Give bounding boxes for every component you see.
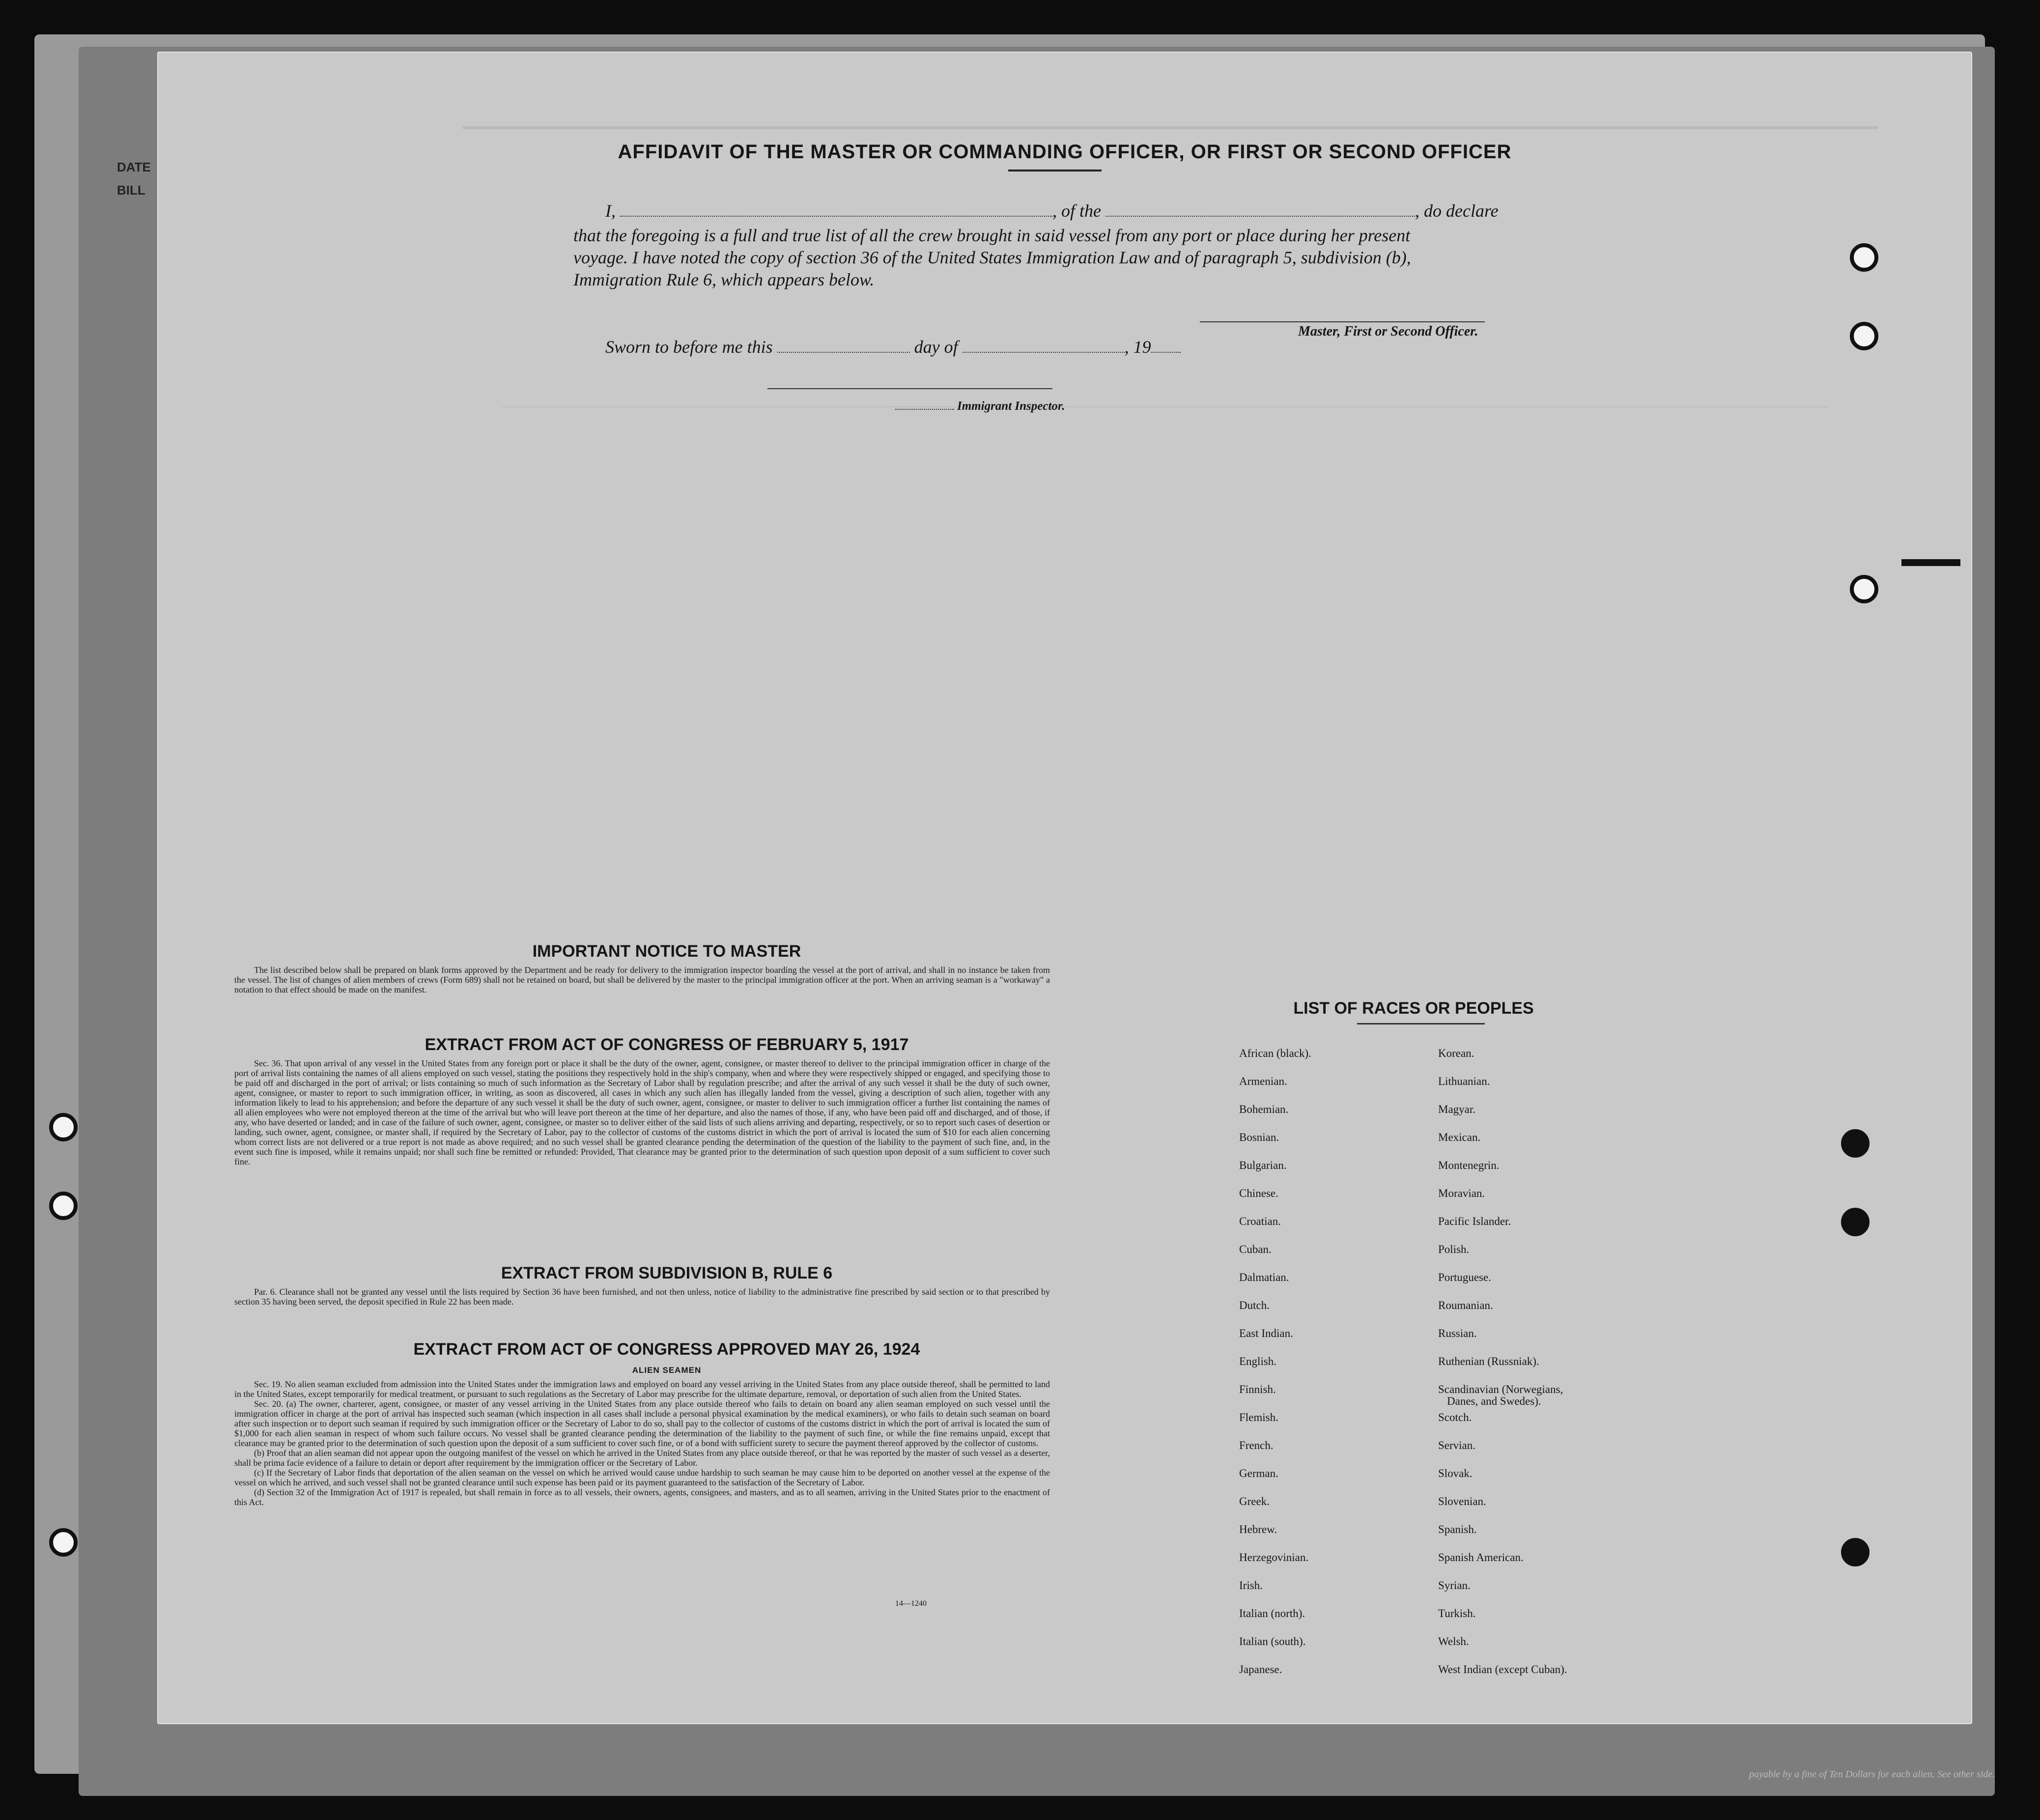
races-title: LIST OF RACES OR PEOPLES	[1293, 999, 1534, 1018]
day-of-text: day of	[914, 337, 958, 357]
left-fragment-bill: BILL	[117, 183, 145, 198]
form-number: 14—1240	[895, 1599, 927, 1608]
sec19-text: Sec. 19. No alien seaman excluded from admission into the United States under the immigration laws and employed on board any vessel arriving in the United States from any place outside thereof, shall be permitted to land in the United States, except temporarily for medical treatment, or pursuant to such regulations as the Secretary of Labor may prescribe for the ultimate departure, removal, or deportation of such alien from the United States.	[234, 1379, 1050, 1399]
races-title-rule	[1357, 1023, 1485, 1024]
race-item: Slovenian.	[1438, 1495, 1486, 1507]
race-item: French.	[1239, 1439, 1274, 1451]
race-item: Welsh.	[1438, 1635, 1469, 1648]
notice-text: The list described below shall be prepared on blank forms approved by the Department and be ready for delivery to the immigration inspector boarding the vessel at the port of arrival, and shall in no instance be taken from the vessel. The list of changes of alien members of crews (Form 689) shall not be retained on board, but shall be delivered by the master to the principal immigration officer at the port. When an arriving seaman is a "workaway" a notation to that effect should be made on the manifest.	[234, 965, 1050, 995]
sworn-text: Sworn to before me this	[605, 337, 773, 357]
master-signature-line[interactable]	[1200, 321, 1485, 322]
race-item: Armenian.	[1239, 1075, 1287, 1087]
race-item: Italian (south).	[1239, 1635, 1306, 1648]
race-item: Russian.	[1438, 1327, 1477, 1339]
title-rule	[1008, 170, 1102, 171]
race-item-scandinavian: Scandinavian (Norwegians, Danes, and Swedes).	[1438, 1383, 1563, 1407]
punch-hole	[1841, 1129, 1870, 1158]
race-item: East Indian.	[1239, 1327, 1293, 1339]
races-column-1	[1239, 1048, 1311, 1692]
margin-mark	[1901, 559, 1960, 566]
bottom-note: payable by a fine of Ten Dollars for each alien. See other side.	[1749, 1769, 1995, 1780]
punch-hole	[1850, 243, 1878, 272]
race-item: Magyar.	[1438, 1103, 1476, 1115]
extract-1924-title: EXTRACT FROM ACT OF CONGRESS APPROVED MAY 26, 1924	[413, 1340, 920, 1359]
race-item: Bosnian.	[1239, 1131, 1279, 1143]
sec20d-text: (d) Section 32 of the Immigration Act of 1917 is repealed, but shall remain in force as to all vessels, their owners, agents, consignees, and masters, and as to all seamen, arriving in the United States prior to the enactment of this Act.	[234, 1487, 1050, 1507]
punch-hole	[1841, 1208, 1870, 1236]
punch-hole	[1850, 322, 1878, 350]
race-item: Spanish.	[1438, 1523, 1477, 1536]
document-page	[157, 52, 1972, 1724]
race-item: Cuban.	[1239, 1243, 1272, 1255]
affidavit-line-3: voyage. I have noted the copy of section 36 of the United States Immigration Law and of paragraph 5, subdivision (b),	[573, 248, 1411, 267]
race-item: Turkish.	[1438, 1607, 1476, 1620]
race-item: Servian.	[1438, 1439, 1476, 1451]
race-item: Roumanian.	[1438, 1299, 1493, 1311]
race-item: Bulgarian.	[1239, 1159, 1287, 1171]
race-item: Mexican.	[1438, 1131, 1481, 1143]
race-item: Spanish American.	[1438, 1551, 1524, 1564]
punch-hole	[1850, 575, 1878, 603]
race-item: Greek.	[1239, 1495, 1270, 1507]
race-item: West Indian (except Cuban).	[1438, 1663, 1567, 1676]
affidavit-declare: , do declare	[1415, 201, 1499, 221]
race-item: Bohemian.	[1239, 1103, 1289, 1115]
race-item: Lithuanian.	[1438, 1075, 1490, 1087]
punch-hole	[49, 1192, 78, 1220]
extract-1924-text	[234, 1379, 1050, 1507]
race-item: Finnish.	[1239, 1383, 1276, 1395]
master-signature-label: Master, First or Second Officer.	[1298, 324, 1478, 339]
sworn-day-blank[interactable]	[777, 338, 910, 353]
year-prefix: , 19	[1124, 337, 1151, 357]
inspector-signature-line[interactable]	[767, 388, 1052, 389]
sworn-month-blank[interactable]	[963, 338, 1125, 353]
punch-hole	[49, 1113, 78, 1141]
race-item: Ruthenian (Russniak).	[1438, 1355, 1539, 1367]
race-item: Scotch.	[1438, 1411, 1472, 1423]
race-item: Syrian.	[1438, 1579, 1471, 1592]
race-item: Flemish.	[1239, 1411, 1278, 1423]
sec20a-text: Sec. 20. (a) The owner, charterer, agent, consignee, or master of any vessel arriving in the United States from any place outside thereof who fails to detain on board any alien seaman employed on such vessel until the immigration officer in charge at the port of arrival has inspected such seaman (which inspection in all cases shall include a personal physical examination by the medical examiners), or who fails to detain such seaman on board after such inspection or to deport such seaman if required by such immigration officer or the Secretary of Labor to do so, shall pay to the collector of customs of the customs district in which the port of arrival is located the sum of $1,000 for each alien seaman in respect of whom such failure occurs. No vessel shall be granted clearance pending the determination of the liability to the payment of such fine, or while the fine remains unpaid, except that clearance may be granted prior to the determination of such question upon the deposit of a sum sufficient to cover such fine, or of a bond with sufficient surety to secure the payment thereof approved by the collector of customs.	[234, 1399, 1050, 1448]
race-item: Pacific Islander.	[1438, 1215, 1511, 1227]
extract-1917-title: EXTRACT FROM ACT OF CONGRESS OF FEBRUARY 5, 1917	[425, 1035, 909, 1054]
affidavit-title: AFFIDAVIT OF THE MASTER OR COMMANDING OFFICER, OR FIRST OR SECOND OFFICER	[618, 141, 1512, 163]
sec20b-text: (b) Proof that an alien seaman did not appear upon the outgoing manifest of the vessel on which he arrived in the United States from any place outside thereof, or that he was reported by the master of such vessel as a deserter, shall be prima facie evidence of a failure to detain or deport after requirement by the immigration officer or the Secretary of Labor.	[234, 1448, 1050, 1468]
rule6-title: EXTRACT FROM SUBDIVISION B, RULE 6	[501, 1264, 833, 1282]
affidavit-line-2: that the foregoing is a full and true list of all the crew brought in said vessel from any port or place during her present	[573, 226, 1411, 245]
race-item: Dutch.	[1239, 1299, 1270, 1311]
punch-hole	[49, 1528, 78, 1557]
race-item: Korean.	[1438, 1047, 1474, 1059]
race-item: Croatian.	[1239, 1215, 1281, 1227]
race-item: Slovak.	[1438, 1467, 1473, 1479]
race-item: Montenegrin.	[1438, 1159, 1500, 1171]
races-column-2	[1438, 1048, 1567, 1692]
notice-title: IMPORTANT NOTICE TO MASTER	[532, 942, 801, 961]
sec20c-text: (c) If the Secretary of Labor finds that deportation of the alien seaman on the vessel on which he arrived would cause undue hardship to such seaman he may cause him to be deported on another vessel at the expense of the vessel on which he arrived, and such vessel shall not be granted clearance until such expense has been paid or its payment guaranteed to the satisfaction of the Secretary of Labor.	[234, 1468, 1050, 1487]
race-item: Chinese.	[1239, 1187, 1278, 1199]
affidavit-line-4: Immigration Rule 6, which appears below.	[573, 270, 875, 289]
race-item: Irish.	[1239, 1579, 1263, 1592]
punch-hole	[1841, 1538, 1870, 1566]
race-item: Hebrew.	[1239, 1523, 1277, 1536]
name-blank[interactable]	[620, 202, 1052, 217]
race-item: German.	[1239, 1467, 1278, 1479]
race-item: Polish.	[1438, 1243, 1470, 1255]
race-item: Portuguese.	[1438, 1271, 1491, 1283]
race-item: African (black).	[1239, 1047, 1311, 1059]
race-item: Herzegovinian.	[1239, 1551, 1309, 1564]
race-item: Italian (north).	[1239, 1607, 1305, 1620]
vessel-blank[interactable]	[1105, 202, 1415, 217]
alien-seamen-subtitle: ALIEN SEAMEN	[632, 1365, 702, 1375]
left-fragment-date: DATE	[117, 160, 151, 174]
affidavit-i: I,	[605, 201, 616, 221]
extract-1917-text: Sec. 36. That upon arrival of any vessel in the United States from any foreign port or place it shall be the duty of the owner, agent, consignee, or master thereof to deliver to the principal immigration officer in charge of the port of arrival lists containing the names of all aliens employed on such vessel, stating the positions they respectively hold in the ship's company, when and where they were respectively shipped or engaged, and specifying those to be paid off and discharged in the port of arrival; or lists containing so much of such information as the Secretary of Labor shall by regulation prescribe; and after the arrival of any such vessel it shall be the duty of such owner, agent, consignee, or master to report to such immigration officer, in writing, as soon as discovered, all cases in which any such alien has illegally landed from the vessel, giving a description of such alien, together with any information likely to lead to his apprehension; and before the departure of any such vessel it shall be the duty of such owner, agent, consignee, or master to deliver to such immigration officer a further list containing the names of all alien employees who were not employed thereon at the time of the arrival but who will leave port thereon at the time of her departure, and also the names of those, if any, who have been paid off and discharged, and of those, if any, who have deserted or landed; and in case of the failure of such owner, agent, consignee, or master so to deliver either of the said lists of such aliens arriving and departing, respectively, or so to report such cases of desertion or landing, such owner, agent, consignee, or master shall, if required by the Secretary of Labor, pay to the collector of customs of the customs district in which the port of arrival is located the sum of $10 for each alien concerning whom correct lists are not delivered or a true report is not made as above required; and no such vessel shall be granted clearance pending the determination of the question of the liability to the payment of such fine, and, in the event such fine is imposed, while it remains unpaid; nor shall such fine be remitted or refunded: Provided, That clearance may be granted prior to the determination of such question upon deposit of a sum sufficient to cover such fine.	[234, 1058, 1050, 1166]
affidavit-of-the: , of the	[1052, 201, 1101, 221]
race-item: Dalmatian.	[1239, 1271, 1289, 1283]
sworn-line	[605, 336, 1181, 358]
race-item: Japanese.	[1239, 1663, 1282, 1676]
race-item: English.	[1239, 1355, 1277, 1367]
sworn-year-blank[interactable]	[1151, 338, 1181, 353]
affidavit-line-1	[605, 200, 1499, 222]
race-item: Moravian.	[1438, 1187, 1485, 1199]
inspector-label: Immigrant Inspector.	[895, 399, 1065, 413]
rule6-text: Par. 6. Clearance shall not be granted any vessel until the lists required by Section 36 have been furnished, and not then unless, notice of liability to the administrative fine prescribed by said section or to that prescribed by section 35 having been served, the deposit specified in Rule 22 has been made.	[234, 1287, 1050, 1307]
